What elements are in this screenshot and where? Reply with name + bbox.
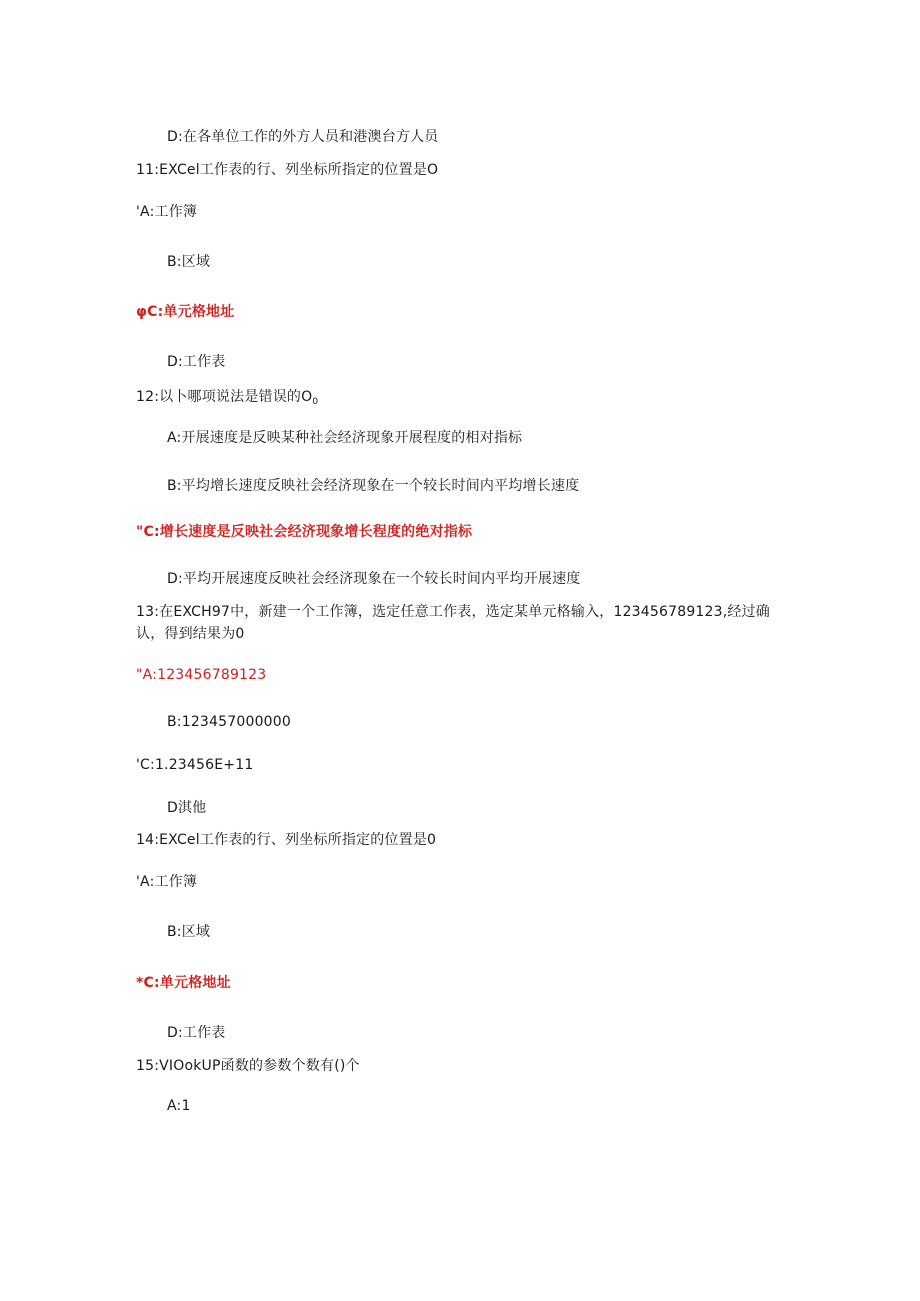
option-b-q14: B:区域 bbox=[167, 924, 211, 940]
option-d-q12: D:平均开展速度反映社会经济现象在一个较长时间内平均开展速度 bbox=[167, 571, 581, 587]
option-b-q13: B:123457000000 bbox=[167, 714, 292, 730]
option-b-q12: B:平均增长速度反映社会经济现象在一个较长时间内平均增长速度 bbox=[167, 478, 580, 494]
option-a-q11: 'A:工作簿 bbox=[136, 204, 198, 220]
question-13: 13:在EXCH97中，新建一个工作簿，选定任意工作表，选定某单元格输入，123456789123,经过确认，得到结果为0 bbox=[136, 604, 771, 642]
question-14: 14:EXCel工作表的行、列坐标所指定的位置是0 bbox=[136, 832, 437, 848]
question-11: 11:EXCel工作表的行、列坐标所指定的位置是O bbox=[136, 162, 439, 178]
option-d-q10: D:在各单位工作的外方人员和港澳台方人员 bbox=[167, 129, 439, 145]
option-a-q15: A:1 bbox=[167, 1098, 191, 1114]
option-a-q14: 'A:工作簿 bbox=[136, 874, 198, 890]
question-12-subscript: 0 bbox=[312, 397, 319, 407]
option-d-q14: D:工作表 bbox=[167, 1025, 226, 1041]
option-d-q11: D:工作表 bbox=[167, 354, 226, 370]
option-c-q11-answer: φC:单元格地址 bbox=[136, 304, 235, 320]
question-15: 15:VIOokUP函数的参数个数有()个 bbox=[136, 1058, 360, 1074]
option-c-q13: 'C:1.23456E+11 bbox=[136, 757, 254, 773]
option-b-q11: B:区域 bbox=[167, 254, 211, 270]
option-c-q14-answer: *C:单元格地址 bbox=[136, 975, 231, 991]
question-12-text: 12:以卜哪项说法是错误的O bbox=[136, 389, 313, 405]
option-a-q13-answer: "A:123456789123 bbox=[136, 667, 267, 683]
option-a-q12: A:开展速度是反映某种社会经济现象开展程度的相对指标 bbox=[167, 430, 523, 446]
question-12 bbox=[136, 387, 318, 412]
option-c-q12-answer: "C:增长速度是反映社会经济现象增长程度的绝对指标 bbox=[136, 524, 473, 540]
option-d-q13: D淇他 bbox=[167, 800, 207, 816]
